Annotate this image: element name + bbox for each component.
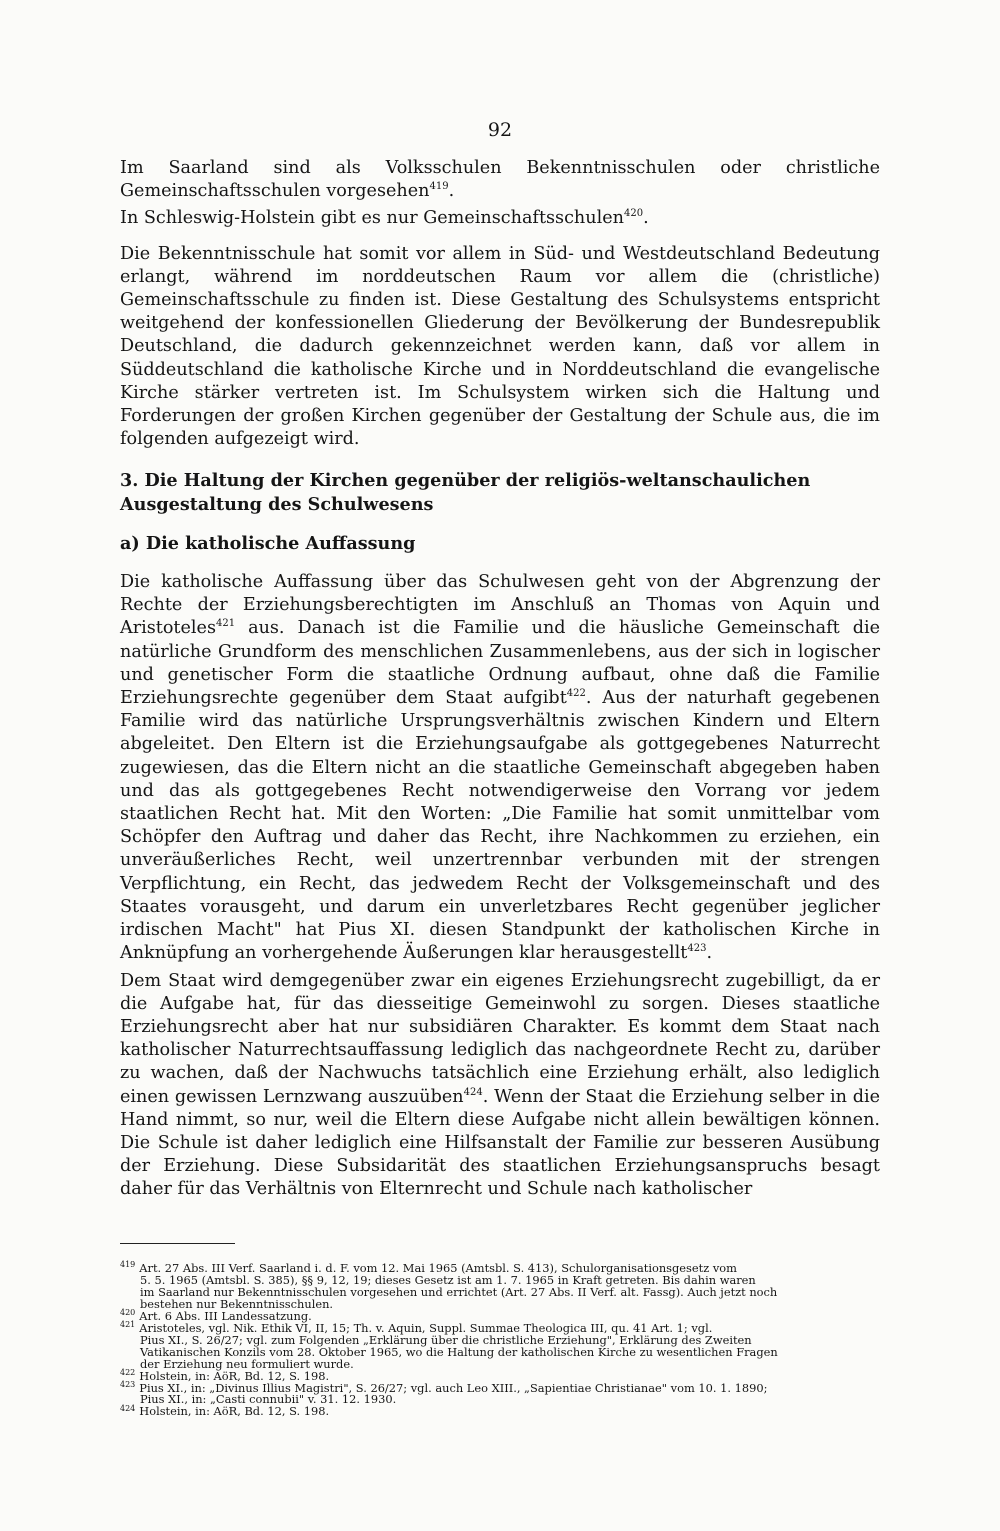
footnote-ref-421[interactable]: 421	[215, 618, 236, 630]
footnote-423-line: Pius XI., in: „Casti connubii" v. 31. 12. 1930.	[140, 1392, 397, 1407]
paragraph-staat: Dem Staat wird demgegenüber zwar ein eigenes Erziehungsrecht zugebilligt, da er die Aufgabe hat, für das diesseitige Gemeinwohl zu sorgen. Dieses staatliche Erziehungsrecht aber hat nur subsidiären Charakter. Es kommt dem Staat nach katholischer Naturrechtsauffassung lediglich das nachgeordnete Recht zu, darüber zu wachen, daß der Nachwuchs tatsächlich eine Erziehung erhält, also lediglich einen gewissen Lernzwang auszuüben$^{424}$. Wenn der Staat die Erziehung selber in die Hand nimmt, so nur, weil die Eltern diese Aufgabe nicht allein bewältigen können. Die Schule ist daher lediglich eine Hilfsanstalt der Familie zur besseren Ausübung der Erziehung. Diese Subsidarität des staatlichen Erziehungsanspruchs besagt daher für das Verhältnis von Elternrecht und Schule nach katholischer	[120, 970, 880, 1200]
footnote-421-line: Vatikanischen Konzils vom 28. Oktober 1965, wo die Haltung der katholischen Kirche zu wesentlichen Fragen	[140, 1344, 778, 1359]
footnote-420: $^{420}$ Art. 6 Abs. III Landessatzung.	[120, 1308, 312, 1323]
footnote-419-line: bestehen nur Bekenntnisschulen.	[140, 1296, 334, 1311]
footnote-ref-422[interactable]: 422	[566, 688, 586, 700]
footnotes	[120, 1260, 880, 1419]
footnote-ref-423[interactable]: 423	[687, 943, 707, 955]
subsection-heading: a) Die katholische Auffassung	[120, 532, 416, 554]
footnote-421: $^{421}$ Aristoteles, vgl. Nik. Ethik VI, II, 15; Th. v. Aquin, Suppl. Summae Theologica III, qu. 41 Art. 1; vgl.	[120, 1319, 713, 1335]
footnote-419-line: 5. 5. 1965 (Amtsbl. S. 385), §§ 9, 12, 19; dieses Gesetz ist am 1. 7. 1965 in Kraft getreten. Bis dahin waren	[140, 1272, 756, 1287]
paragraph-bekenntnisschule: Die Bekenntnisschule hat somit vor allem in Süd- und Westdeutschland Bedeutung erlangt, während im norddeutschen Raum vor allem die (christliche) Gemeinschaftsschule zu finden ist. Diese Gestaltung des Schulsystems entspricht weitgehend der konfessionellen Gliederung der Bevölkerung der Bundesrepublik Deutschland, die dadurch gekennzeichnet werden kann, daß vor allem in Süddeutschland die katholische Kirche und in Norddeutschland die evangelische Kirche stärker vertreten ist. Im Schulsystem wirken sich die Haltung und Forderungen der großen Kirchen gegenüber der Gestaltung der Schule aus, die im folgenden aufgezeigt wird.	[120, 243, 880, 450]
footnote-ref-424[interactable]: 424	[463, 1086, 483, 1098]
page-number: 92	[487, 119, 513, 141]
footnote-ref-420[interactable]: 420	[623, 208, 644, 220]
footnote-divider	[120, 1243, 235, 1244]
paragraph-katholische-auffassung: Die katholische Auffassung über das Schulwesen geht von der Abgrenzung der Rechte der Erziehungsberechtigten im Anschluß an Thomas von Aquin und Aristoteles$^{421}$ aus. Danach ist die Familie und die häusliche Gemeinschaft die natürliche Grundform des menschlichen Zusammenlebens, aus der sich in logischer und genetischer Form die staatliche Ordnung aufbaut, ohne daß die Familie Erziehungsrechte gegenüber dem Staat aufgibt$^{422}$. Aus der naturhaft gegebenen Familie wird das natürliche Ursprungsverhältnis zwischen Kindern und Eltern abgeleitet. Den Eltern ist die Erziehungsaufgabe als gottgegebenes Naturrecht zugewiesen, das die Eltern nicht an die staatliche Gemeinschaft abgegeben haben und das als gottgegebenes Recht notwendigerweise den Vorrang vor jedem staatlichen Recht hat. Mit den Worten: „Die Familie hat somit unmittelbar vom Schöpfer den Auftrag und daher das Recht, ihre Nachkommen zu erziehen, ein unveräußerliches Recht, weil unzertrennbar verbunden mit der strengen Verpflichtung, ein Recht, das jedwedem Recht der Volksgemeinschaft und des Staates vorausgeht, und darum ein unverletzbares Recht gegenüber jeglicher irdischen Macht" hat Pius XI. diesen Standpunkt der katholischen Kirche in Anknüpfung an vorhergehende Äußerungen klar herausgestellt$^{423}$.	[120, 572, 881, 964]
footnote-422: $^{422}$ Holstein, in: AöR, Bd. 12, S. 198.	[120, 1367, 330, 1383]
footnote-419: $^{419}$ Art. 27 Abs. III Verf. Saarland i. d. F. vom 12. Mai 1965 (Amtsbl. S. 413), Schulorganisationsgesetz vom	[120, 1260, 737, 1275]
paragraph-schleswig-holstein: In Schleswig-Holstein gibt es nur Gemeinschaftsschulen$^{420}$.	[120, 208, 649, 229]
footnote-424: $^{424}$ Holstein, in: AöR, Bd. 12, S. 198.	[120, 1403, 330, 1419]
footnote-423: $^{423}$ Pius XI., in: „Divinus Illius Magistri", S. 26/27; vgl. auch Leo XIII., „Sapientiae Christianae" vom 10. 1. 1890;	[120, 1379, 768, 1395]
paragraph-saarland: Im Saarland sind als Volksschulen Bekenntnisschulen oder christliche Gemeinschaftsschulen vorgesehen$^{419}$.	[120, 158, 880, 202]
main-text	[120, 157, 880, 1202]
section-heading: 3. Die Haltung der Kirchen gegenüber der religiös-weltanschaulichen Ausgestaltung des Schulwesens	[120, 470, 811, 515]
footnote-421-line: Pius XI., S. 26/27; vgl. zum Folgenden „Erklärung über die christliche Erziehung", Erklärung des Zweiten	[140, 1332, 752, 1347]
footnote-421-line: der Erziehung neu formuliert wurde.	[140, 1356, 354, 1371]
footnote-419-line: im Saarland nur Bekenntnisschulen vorgesehen und errichtet (Art. 27 Abs. II Verf. alt. Fassg). Auch jetzt noch	[140, 1284, 778, 1299]
footnote-ref-419[interactable]: 419	[429, 181, 449, 193]
